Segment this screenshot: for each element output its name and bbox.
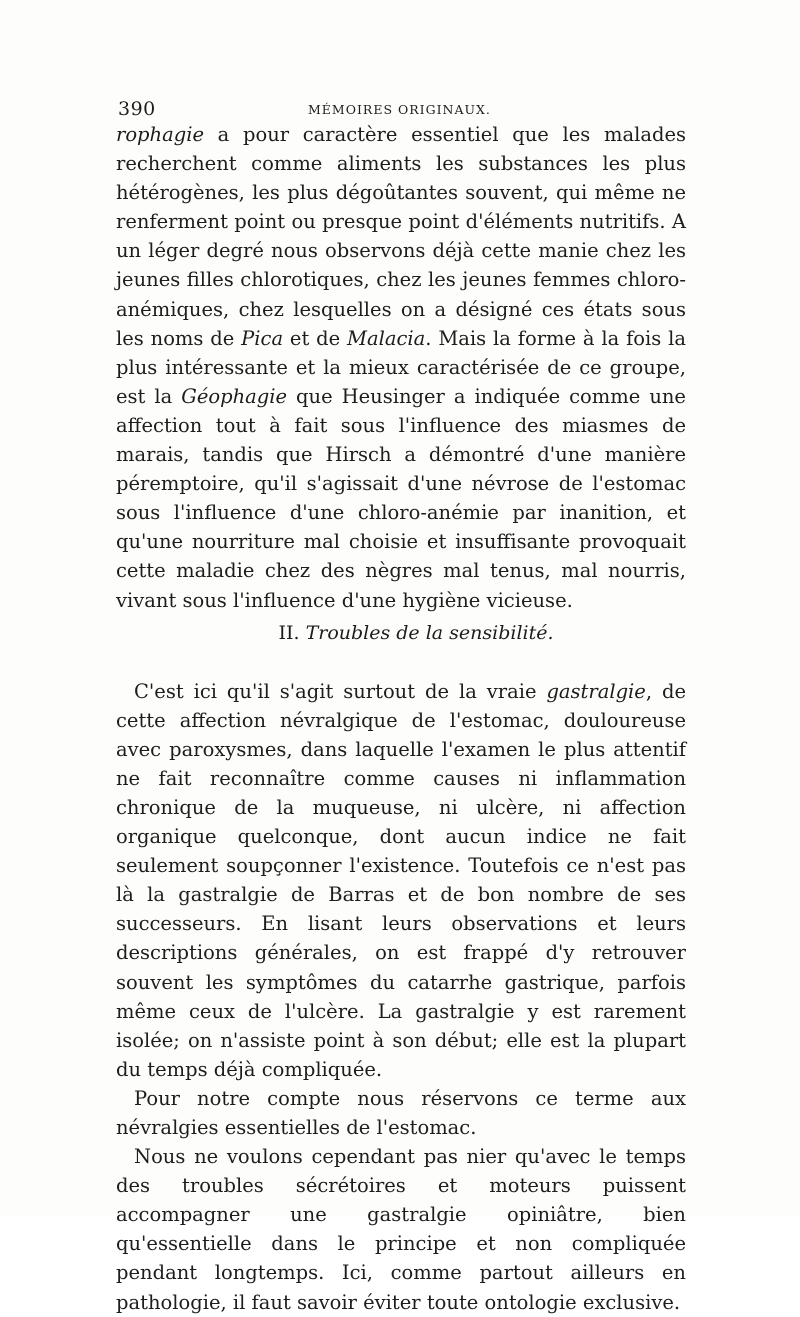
paragraph-gastralgie: C'est ici qu'il s'agit surtout de la vraie gastralgie, de cette affection névralgique de l'estomac, douloureuse avec paroxysmes, dans laquelle l'examen le plus attentif ne fait reconnaître comme causes ni inflammation chronique de la muqueuse, ni ulcère, ni affection organique quelconque, dont aucun indice ne fait seulement soupçonner l'existence. Toutefois ce n'est pas là la gastralgie de Barras et de bon nombre de ses successeurs. En lisant leurs observations et leurs descriptions générales, on est frappé d'y retrouver souvent les symptômes du catarrhe gastrique, parfois même ceux de l'ulcère. La gastralgie y est rarement isolée; on n'assiste point à son début; elle est la plupart du temps déjà compliquée.: [116, 679, 686, 1081]
paragraph-reservation: Pour notre compte nous réservons ce terme aux névralgies essentielles de l'estomac.: [116, 1086, 686, 1139]
italic-term-geophagie: Géophagie: [181, 384, 288, 408]
italic-term-gastralgie: gastralgie: [546, 679, 646, 703]
italic-term-malacia: Malacia: [347, 326, 426, 350]
section-number: II.: [278, 621, 300, 644]
paragraph-conclusion: Nous ne voulons cependant pas nier qu'avec le temps des troubles sécrétoires et moteurs puissent accompagner une gastralgie opiniâtre, bien qu'essentielle dans le principe et non compliquée pendant longtemps. Ici, comme partout ailleurs en pathologie, il faut savoir éviter toute ontologie exclusive.: [116, 1145, 686, 1314]
body-text: [116, 120, 686, 1317]
section-heading: [116, 615, 686, 655]
section-title: Troubles de la sensibilité.: [305, 621, 554, 644]
page-number: 390: [118, 98, 156, 120]
italic-term: rophagie: [116, 123, 204, 146]
paragraph-geophagie: rophagie a pour caractère essentiel que les malades recherchent comme aliments les substances les plus hétérogènes, les plus dégoûtantes souvent, qui même ne renferment point ou presque point d'éléments nutritifs. A un léger degré nous observons déjà cette manie chez les jeunes filles chlorotiques, chez les jeunes femmes chloro-anémiques, chez lesquelles on a désigné ces états sous les noms de Pica et de Malacia. Mais la forme à la fois la plus intéressante et la mieux caractérisée de ce groupe, est la Géophagie que Heusinger a indiquée comme une affection tout à fait sous l'influence des miasmes de marais, tandis que Hirsch a démontré d'une manière péremptoire, qu'il s'agissait d'une névrose de l'estomac sous l'influence d'une chloro-anémie par inanition, et qu'une nourriture mal choisie et insuffisante provoquait cette maladie chez des nègres mal tenus, mal nourris, vivant sous l'influence d'une hygiène vicieuse.: [116, 123, 686, 612]
running-title: MÉMOIRES ORIGINAUX.: [308, 102, 491, 117]
italic-term-pica: Pica: [241, 326, 284, 350]
